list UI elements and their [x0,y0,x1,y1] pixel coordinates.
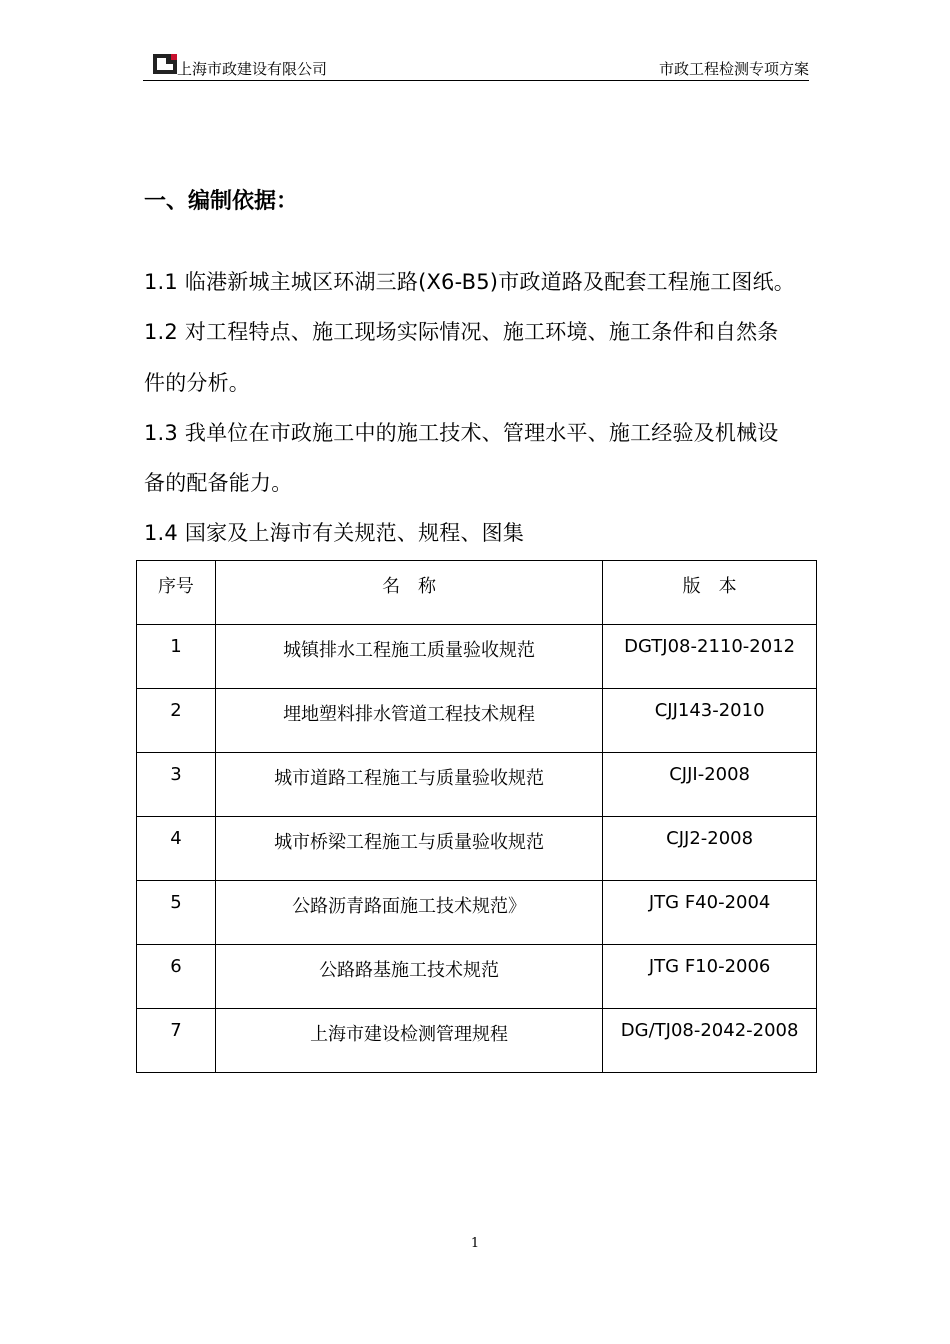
row-version: DG/TJ08-2042-2008 [603,1009,817,1073]
row-index: 4 [137,817,216,881]
row-index: 1 [137,625,216,689]
paragraph-1-2-cont: 件的分析。 [144,371,250,395]
row-index: 3 [137,753,216,817]
table-row [137,753,817,817]
row-name: 公路路基施工技术规范 [215,945,602,1009]
row-version: CJJ143-2010 [603,689,817,753]
table-row [137,817,817,881]
standards-table [136,560,817,1073]
row-index: 7 [137,1009,216,1073]
table-row [137,1009,817,1073]
header-company-name: 上海市政建设有限公司 [177,60,328,78]
page-number: 1 [470,1236,480,1251]
company-logo-icon [153,54,177,74]
row-name: 城市桥梁工程施工与质量验收规范 [215,817,602,881]
header-document-title: 市政工程检测专项方案 [658,60,809,78]
paragraph-1-3: 1.3 我单位在市政施工中的施工技术、管理水平、施工经验及机械设 [144,421,779,445]
row-name: 城镇排水工程施工质量验收规范 [215,625,602,689]
table-row [137,945,817,1009]
row-name: 上海市建设检测管理规程 [215,1009,602,1073]
row-version: JTG F10-2006 [603,945,817,1009]
row-version: CJJI-2008 [603,753,817,817]
row-index: 2 [137,689,216,753]
row-version: DGTJ08-2110-2012 [603,625,817,689]
section-heading: 一、编制依据： [144,189,299,214]
row-index: 5 [137,881,216,945]
table-row [137,689,817,753]
row-name: 城市道路工程施工与质量验收规范 [215,753,602,817]
row-version: JTG F40-2004 [603,881,817,945]
paragraph-1-2: 1.2 对工程特点、施工现场实际情况、施工环境、施工条件和自然条 [144,320,779,344]
row-version: CJJ2-2008 [603,817,817,881]
header-cell-version: 版 本 [603,561,817,625]
row-index: 6 [137,945,216,1009]
header-cell-index: 序号 [137,561,216,625]
paragraph-1-3-cont: 备的配备能力。 [144,471,293,495]
row-name: 埋地塑料排水管道工程技术规程 [215,689,602,753]
table-row [137,881,817,945]
page-header [143,52,809,81]
table-header-row [137,561,817,625]
header-cell-name: 名 称 [215,561,602,625]
table-row [137,625,817,689]
row-name: 公路沥青路面施工技术规范》 [215,881,602,945]
paragraph-1-4: 1.4 国家及上海市有关规范、规程、图集 [144,521,525,545]
paragraph-1-1: 1.1 临港新城主城区环湖三路(X6-B5)市政道路及配套工程施工图纸。 [144,270,795,294]
